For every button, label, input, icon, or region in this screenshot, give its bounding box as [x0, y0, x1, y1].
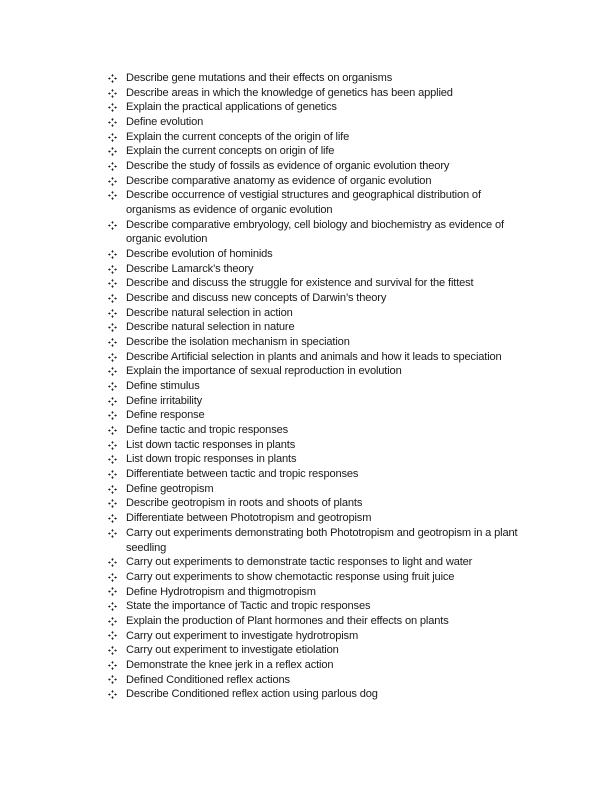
list-item-text: Carry out experiments demonstrating both Phototropism and geotropism in a plant seedling [126, 526, 518, 554]
four-diamond-bullet-icon [106, 291, 118, 306]
list-item [106, 247, 526, 262]
list-item-text: Define tactic and tropic responses [126, 424, 289, 437]
list-item [106, 115, 526, 130]
list-item [106, 585, 526, 600]
list-item-text: Describe and discuss the struggle for existence and survival for the fittest [126, 277, 474, 290]
list-item [106, 130, 526, 145]
list-item-text: Describe Conditioned reflex action using parlous dog [126, 688, 378, 701]
list-item [106, 276, 526, 291]
list-item-text: Describe comparative embryology, cell biology and biochemistry as evidence of organic evolution [126, 218, 504, 246]
list-item [106, 262, 526, 277]
list-item-text: Explain the importance of sexual reproduction in evolution [126, 365, 402, 378]
four-diamond-bullet-icon [106, 496, 118, 511]
list-item-text: Describe areas in which the knowledge of genetics has been applied [126, 86, 453, 99]
list-item-text: Define geotropism [126, 482, 214, 495]
four-diamond-bullet-icon [106, 350, 118, 365]
list-item [106, 364, 526, 379]
list-item-text: Explain the practical applications of genetics [126, 101, 337, 114]
list-item [106, 320, 526, 335]
list-item-text: Carry out experiments to show chemotactic response using fruit juice [126, 570, 455, 583]
list-item [106, 335, 526, 350]
four-diamond-bullet-icon [106, 379, 118, 394]
list-item [106, 100, 526, 115]
four-diamond-bullet-icon [106, 144, 118, 159]
four-diamond-bullet-icon [106, 130, 118, 145]
four-diamond-bullet-icon [106, 100, 118, 115]
list-item-text: Carry out experiment to investigate hydrotropism [126, 629, 359, 642]
four-diamond-bullet-icon [106, 276, 118, 291]
list-item-text: Describe natural selection in nature [126, 321, 295, 334]
four-diamond-bullet-icon [106, 86, 118, 101]
four-diamond-bullet-icon [106, 438, 118, 453]
list-item [106, 188, 526, 217]
list-item-text: State the importance of Tactic and tropic responses [126, 600, 371, 613]
list-item [106, 291, 526, 306]
list-item-text: Explain the production of Plant hormones and their effects on plants [126, 614, 449, 627]
objectives-list [106, 71, 526, 702]
list-item-text: Describe occurrence of vestigial structures and geographical distribution of organisms as evidence of organic evolution [126, 189, 481, 217]
four-diamond-bullet-icon [106, 159, 118, 174]
four-diamond-bullet-icon [106, 364, 118, 379]
four-diamond-bullet-icon [106, 262, 118, 277]
four-diamond-bullet-icon [106, 629, 118, 644]
four-diamond-bullet-icon [106, 599, 118, 614]
list-item-text: Carry out experiments to demonstrate tactic responses to light and water [126, 556, 473, 569]
four-diamond-bullet-icon [106, 174, 118, 189]
four-diamond-bullet-icon [106, 394, 118, 409]
four-diamond-bullet-icon [106, 408, 118, 423]
list-item-text: Describe Artificial selection in plants and animals and how it leads to speciation [126, 350, 502, 363]
list-item [106, 452, 526, 467]
four-diamond-bullet-icon [106, 687, 118, 702]
list-item [106, 482, 526, 497]
four-diamond-bullet-icon [106, 247, 118, 262]
four-diamond-bullet-icon [106, 423, 118, 438]
list-item [106, 394, 526, 409]
list-item-text: Describe the study of fossils as evidence of organic evolution theory [126, 160, 450, 173]
list-item-text: Demonstrate the knee jerk in a reflex action [126, 658, 334, 671]
list-item [106, 511, 526, 526]
list-item-text: Describe natural selection in action [126, 306, 293, 319]
four-diamond-bullet-icon [106, 585, 118, 600]
four-diamond-bullet-icon [106, 570, 118, 585]
list-item [106, 438, 526, 453]
list-item-text: List down tactic responses in plants [126, 438, 296, 451]
list-item [106, 599, 526, 614]
list-item [106, 350, 526, 365]
four-diamond-bullet-icon [106, 452, 118, 467]
list-item-text: List down tropic responses in plants [126, 453, 297, 466]
four-diamond-bullet-icon [106, 614, 118, 629]
list-item [106, 629, 526, 644]
list-item-text: Differentiate between Phototropism and geotropism [126, 512, 372, 525]
four-diamond-bullet-icon [106, 335, 118, 350]
list-item [106, 570, 526, 585]
list-item-text: Define evolution [126, 116, 204, 129]
four-diamond-bullet-icon [106, 188, 118, 203]
list-item [106, 71, 526, 86]
four-diamond-bullet-icon [106, 511, 118, 526]
four-diamond-bullet-icon [106, 467, 118, 482]
list-item-text: Describe and discuss new concepts of Darwin’s theory [126, 292, 387, 305]
list-item [106, 423, 526, 438]
four-diamond-bullet-icon [106, 643, 118, 658]
list-item [106, 658, 526, 673]
list-item [106, 408, 526, 423]
four-diamond-bullet-icon [106, 555, 118, 570]
list-item [106, 467, 526, 482]
list-item-text: Describe comparative anatomy as evidence of organic evolution [126, 174, 432, 187]
list-item [106, 174, 526, 189]
list-item-text: Define irritability [126, 394, 203, 407]
list-item [106, 306, 526, 321]
list-item [106, 687, 526, 702]
list-item [106, 159, 526, 174]
list-item-text: Describe evolution of hominids [126, 248, 273, 261]
list-item-text: Describe the isolation mechanism in speciation [126, 336, 350, 349]
list-item [106, 526, 526, 555]
list-item [106, 218, 526, 247]
list-item-text: Describe gene mutations and their effects on organisms [126, 72, 393, 84]
list-item-text: Explain the current concepts of the origin of life [126, 130, 350, 143]
four-diamond-bullet-icon [106, 306, 118, 321]
list-item-text: Carry out experiment to investigate etiolation [126, 644, 339, 657]
list-item-text: Define stimulus [126, 380, 200, 393]
four-diamond-bullet-icon [106, 320, 118, 335]
list-item [106, 673, 526, 688]
list-item-text: Describe geotropism in roots and shoots of plants [126, 497, 363, 510]
four-diamond-bullet-icon [106, 658, 118, 673]
four-diamond-bullet-icon [106, 482, 118, 497]
list-item [106, 144, 526, 159]
list-item-text: Define Hydrotropism and thigmotropism [126, 585, 316, 598]
four-diamond-bullet-icon [106, 115, 118, 130]
list-item-text: Differentiate between tactic and tropic responses [126, 468, 359, 481]
four-diamond-bullet-icon [106, 218, 118, 233]
four-diamond-bullet-icon [106, 526, 118, 541]
list-item-text: Explain the current concepts on origin of life [126, 145, 335, 158]
list-item [106, 496, 526, 511]
four-diamond-bullet-icon [106, 71, 118, 86]
list-item [106, 643, 526, 658]
list-item-text: Defined Conditioned reflex actions [126, 673, 290, 686]
list-item-text: Describe Lamarck’s theory [126, 262, 254, 275]
list-item [106, 614, 526, 629]
list-item [106, 379, 526, 394]
list-item [106, 555, 526, 570]
list-item [106, 86, 526, 101]
four-diamond-bullet-icon [106, 673, 118, 688]
list-item-text: Define response [126, 409, 205, 422]
